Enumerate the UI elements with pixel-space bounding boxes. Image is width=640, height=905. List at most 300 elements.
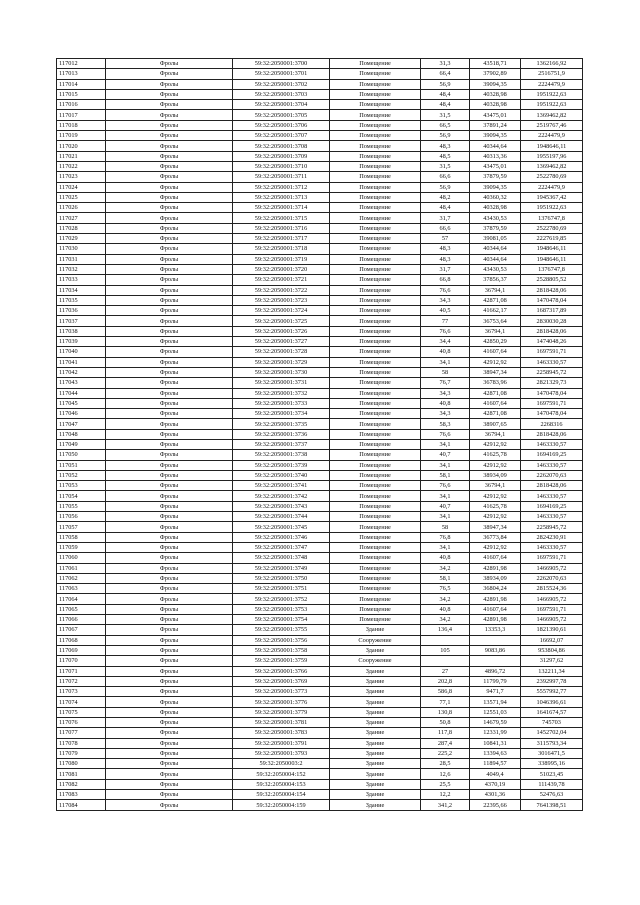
cadastral-number-cell: 59:32:2050001:3783 <box>233 728 330 738</box>
locality-cell: Фролы <box>106 604 233 614</box>
area-cell: 12,2 <box>421 790 470 800</box>
specific-value-cell: 11894,57 <box>470 759 521 769</box>
area-cell: 287,4 <box>421 738 470 748</box>
table-row <box>57 285 583 295</box>
area-cell: 56,9 <box>421 131 470 141</box>
row-number-cell: 117024 <box>57 182 106 192</box>
table-row <box>57 594 583 604</box>
locality-cell: Фролы <box>106 59 233 69</box>
cadastral-number-cell: 59:32:2050001:3755 <box>233 625 330 635</box>
row-number-cell: 117015 <box>57 89 106 99</box>
cadastral-value-cell: 1470478,04 <box>521 295 583 305</box>
cadastral-number-cell: 59:32:2050001:3726 <box>233 326 330 336</box>
cadastral-number-cell: 59:32:2050001:3738 <box>233 450 330 460</box>
table-row <box>57 326 583 336</box>
cadastral-value-cell: 1694169,25 <box>521 501 583 511</box>
specific-value-cell: 42871,08 <box>470 409 521 419</box>
cadastral-number-cell: 59:32:2050001:3720 <box>233 264 330 274</box>
object-type-cell: Помещение <box>330 439 421 449</box>
row-number-cell: 117059 <box>57 542 106 552</box>
cadastral-number-cell: 59:32:2050001:3716 <box>233 223 330 233</box>
locality-cell: Фролы <box>106 316 233 326</box>
area-cell: 34,3 <box>421 409 470 419</box>
area-cell: 66,4 <box>421 69 470 79</box>
area-cell: 31,7 <box>421 213 470 223</box>
specific-value-cell: 37856,37 <box>470 275 521 285</box>
specific-value-cell: 38934,09 <box>470 470 521 480</box>
table-row <box>57 563 583 573</box>
cadastral-number-cell: 59:32:2050001:3740 <box>233 470 330 480</box>
cadastral-value-cell: 132211,34 <box>521 666 583 676</box>
row-number-cell: 117048 <box>57 429 106 439</box>
specific-value-cell: 37879,59 <box>470 223 521 233</box>
locality-cell: Фролы <box>106 357 233 367</box>
specific-value-cell: 41625,78 <box>470 450 521 460</box>
row-number-cell: 117037 <box>57 316 106 326</box>
specific-value-cell: 40360,32 <box>470 192 521 202</box>
specific-value-cell: 39094,35 <box>470 79 521 89</box>
specific-value-cell: 36783,96 <box>470 378 521 388</box>
cadastral-value-cell: 2815524,36 <box>521 584 583 594</box>
object-type-cell: Помещение <box>330 203 421 213</box>
object-type-cell: Помещение <box>330 573 421 583</box>
cadastral-number-cell: 59:32:2050001:3736 <box>233 429 330 439</box>
row-number-cell: 117063 <box>57 584 106 594</box>
table-row <box>57 89 583 99</box>
locality-cell: Фролы <box>106 738 233 748</box>
specific-value-cell: 42912,92 <box>470 357 521 367</box>
cadastral-value-cell: 2258945,72 <box>521 367 583 377</box>
row-number-cell: 117035 <box>57 295 106 305</box>
specific-value-cell: 43430,53 <box>470 264 521 274</box>
cadastral-value-cell: 1687317,89 <box>521 306 583 316</box>
cadastral-value-cell: 1466905,72 <box>521 563 583 573</box>
object-type-cell: Помещение <box>330 604 421 614</box>
cadastral-value-cell: 1046396,61 <box>521 697 583 707</box>
row-number-cell: 117039 <box>57 337 106 347</box>
cadastral-value-cell: 2821329,73 <box>521 378 583 388</box>
cadastral-number-cell: 59:32:2050001:3793 <box>233 748 330 758</box>
cadastral-value-cell: 2262070,63 <box>521 470 583 480</box>
cadastral-number-cell: 59:32:2050001:3756 <box>233 635 330 645</box>
object-type-cell: Помещение <box>330 594 421 604</box>
area-cell: 34,1 <box>421 542 470 552</box>
cadastral-value-cell: 1463330,57 <box>521 512 583 522</box>
specific-value-cell: 40344,64 <box>470 141 521 151</box>
area-cell: 56,9 <box>421 79 470 89</box>
specific-value-cell: 36773,84 <box>470 532 521 542</box>
area-cell: 34,4 <box>421 337 470 347</box>
object-type-cell: Здание <box>330 645 421 655</box>
table-row <box>57 460 583 470</box>
object-type-cell: Помещение <box>330 285 421 295</box>
cadastral-number-cell: 59:32:2050001:3781 <box>233 718 330 728</box>
cadastral-number-cell: 59:32:2050001:3732 <box>233 388 330 398</box>
table-row <box>57 687 583 697</box>
cadastral-value-cell: 1948646,11 <box>521 141 583 151</box>
cadastral-value-cell: 2258945,72 <box>521 522 583 532</box>
area-cell: 48,4 <box>421 203 470 213</box>
table-row <box>57 367 583 377</box>
locality-cell: Фролы <box>106 522 233 532</box>
cadastral-number-cell: 59:32:2050001:3709 <box>233 151 330 161</box>
row-number-cell: 117036 <box>57 306 106 316</box>
area-cell: 76,6 <box>421 429 470 439</box>
object-type-cell: Помещение <box>330 450 421 460</box>
cadastral-number-cell: 59:32:2050001:3705 <box>233 110 330 120</box>
cadastral-number-cell: 59:32:2050001:3706 <box>233 120 330 130</box>
row-number-cell: 117032 <box>57 264 106 274</box>
specific-value-cell: 38907,65 <box>470 419 521 429</box>
specific-value-cell: 9471,7 <box>470 687 521 697</box>
object-type-cell: Помещение <box>330 470 421 480</box>
cadastral-value-cell: 2522780,69 <box>521 172 583 182</box>
cadastral-value-cell: 1463330,57 <box>521 460 583 470</box>
object-type-cell: Здание <box>330 697 421 707</box>
specific-value-cell: 42912,92 <box>470 439 521 449</box>
object-type-cell: Помещение <box>330 244 421 254</box>
cadastral-value-cell: 953804,86 <box>521 645 583 655</box>
table-row <box>57 151 583 161</box>
specific-value-cell: 40344,64 <box>470 254 521 264</box>
row-number-cell: 117082 <box>57 779 106 789</box>
cadastral-number-cell: 59:32:2050001:3753 <box>233 604 330 614</box>
cadastral-number-cell: 59:32:2050001:3779 <box>233 707 330 717</box>
object-type-cell: Помещение <box>330 481 421 491</box>
cadastral-value-cell: 1470478,04 <box>521 409 583 419</box>
area-cell: 225,2 <box>421 748 470 758</box>
table-row <box>57 450 583 460</box>
table-row <box>57 718 583 728</box>
locality-cell: Фролы <box>106 110 233 120</box>
cadastral-value-cell: 3016471,5 <box>521 748 583 758</box>
locality-cell: Фролы <box>106 161 233 171</box>
cadastral-value-cell: 51023,45 <box>521 769 583 779</box>
row-number-cell: 117028 <box>57 223 106 233</box>
specific-value-cell: 37902,89 <box>470 69 521 79</box>
area-cell: 136,4 <box>421 625 470 635</box>
table-row <box>57 234 583 244</box>
cadastral-number-cell: 59:32:2050001:3791 <box>233 738 330 748</box>
cadastral-value-cell: 1474048,26 <box>521 337 583 347</box>
cadastral-value-cell: 2392997,78 <box>521 676 583 686</box>
locality-cell: Фролы <box>106 131 233 141</box>
specific-value-cell: 36794,1 <box>470 326 521 336</box>
table-row <box>57 172 583 182</box>
locality-cell: Фролы <box>106 759 233 769</box>
object-type-cell: Помещение <box>330 337 421 347</box>
area-cell: 34,2 <box>421 594 470 604</box>
table-row <box>57 470 583 480</box>
locality-cell: Фролы <box>106 264 233 274</box>
table-row <box>57 161 583 171</box>
object-type-cell: Помещение <box>330 615 421 625</box>
locality-cell: Фролы <box>106 326 233 336</box>
specific-value-cell: 11799,79 <box>470 676 521 686</box>
cadastral-value-cell: 1376747,8 <box>521 213 583 223</box>
cadastral-value-cell: 2224479,9 <box>521 131 583 141</box>
object-type-cell: Помещение <box>330 110 421 120</box>
locality-cell: Фролы <box>106 203 233 213</box>
table-row <box>57 645 583 655</box>
area-cell: 31,7 <box>421 264 470 274</box>
object-type-cell: Помещение <box>330 501 421 511</box>
locality-cell: Фролы <box>106 182 233 192</box>
specific-value-cell: 40328,98 <box>470 203 521 213</box>
cadastral-value-cell: 1697591,71 <box>521 604 583 614</box>
table-row <box>57 625 583 635</box>
area-cell: 50,8 <box>421 718 470 728</box>
row-number-cell: 117071 <box>57 666 106 676</box>
row-number-cell: 117065 <box>57 604 106 614</box>
row-number-cell: 117070 <box>57 656 106 666</box>
locality-cell: Фролы <box>106 615 233 625</box>
object-type-cell: Сооружение <box>330 656 421 666</box>
specific-value-cell: 42891,98 <box>470 615 521 625</box>
locality-cell: Фролы <box>106 625 233 635</box>
cadastral-value-cell: 52476,63 <box>521 790 583 800</box>
cadastral-number-cell: 59:32:2050001:3710 <box>233 161 330 171</box>
specific-value-cell <box>470 635 521 645</box>
table-row <box>57 275 583 285</box>
area-cell: 66,8 <box>421 275 470 285</box>
table-row <box>57 439 583 449</box>
row-number-cell: 117023 <box>57 172 106 182</box>
table-row <box>57 666 583 676</box>
cadastral-value-cell: 2830030,28 <box>521 316 583 326</box>
table-row <box>57 481 583 491</box>
cadastral-number-cell: 59:32:2050001:3702 <box>233 79 330 89</box>
table-row <box>57 615 583 625</box>
specific-value-cell: 22395,66 <box>470 800 521 810</box>
row-number-cell: 117058 <box>57 532 106 542</box>
locality-cell: Фролы <box>106 594 233 604</box>
row-number-cell: 117052 <box>57 470 106 480</box>
table-row <box>57 512 583 522</box>
area-cell <box>421 635 470 645</box>
row-number-cell: 117031 <box>57 254 106 264</box>
row-number-cell: 117025 <box>57 192 106 202</box>
row-number-cell: 117054 <box>57 491 106 501</box>
area-cell: 58,3 <box>421 419 470 429</box>
locality-cell: Фролы <box>106 542 233 552</box>
area-cell: 40,7 <box>421 450 470 460</box>
area-cell: 341,2 <box>421 800 470 810</box>
table-row <box>57 182 583 192</box>
locality-cell: Фролы <box>106 213 233 223</box>
cadastral-number-cell: 59:32:2050001:3708 <box>233 141 330 151</box>
row-number-cell: 117013 <box>57 69 106 79</box>
cadastral-value-cell: 1362166,92 <box>521 59 583 69</box>
object-type-cell: Помещение <box>330 223 421 233</box>
cadastral-number-cell: 59:32:2050004:153 <box>233 779 330 789</box>
row-number-cell: 117019 <box>57 131 106 141</box>
locality-cell: Фролы <box>106 285 233 295</box>
object-type-cell: Помещение <box>330 275 421 285</box>
locality-cell: Фролы <box>106 79 233 89</box>
area-cell: 76,6 <box>421 285 470 295</box>
area-cell: 58,1 <box>421 573 470 583</box>
object-type-cell: Помещение <box>330 367 421 377</box>
cadastral-value-table <box>56 58 583 811</box>
cadastral-value-cell: 1948646,11 <box>521 254 583 264</box>
object-type-cell: Помещение <box>330 172 421 182</box>
specific-value-cell: 41625,78 <box>470 501 521 511</box>
cadastral-value-cell: 2818428,06 <box>521 285 583 295</box>
cadastral-number-cell: 59:32:2050001:3725 <box>233 316 330 326</box>
locality-cell: Фролы <box>106 347 233 357</box>
object-type-cell: Помещение <box>330 357 421 367</box>
specific-value-cell <box>470 656 521 666</box>
table-row <box>57 728 583 738</box>
cadastral-value-cell: 1470478,04 <box>521 388 583 398</box>
cadastral-number-cell: 59:32:2050001:3776 <box>233 697 330 707</box>
specific-value-cell: 43430,53 <box>470 213 521 223</box>
cadastral-value-cell: 1463330,57 <box>521 439 583 449</box>
cadastral-number-cell: 59:32:2050001:3723 <box>233 295 330 305</box>
locality-cell: Фролы <box>106 501 233 511</box>
cadastral-number-cell: 59:32:2050001:3719 <box>233 254 330 264</box>
row-number-cell: 117067 <box>57 625 106 635</box>
object-type-cell: Здание <box>330 687 421 697</box>
cadastral-number-cell: 59:32:2050001:3759 <box>233 656 330 666</box>
cadastral-number-cell: 59:32:2050004:152 <box>233 769 330 779</box>
row-number-cell: 117047 <box>57 419 106 429</box>
object-type-cell: Помещение <box>330 141 421 151</box>
object-type-cell: Помещение <box>330 161 421 171</box>
cadastral-number-cell: 59:32:2050001:3733 <box>233 398 330 408</box>
area-cell: 58 <box>421 367 470 377</box>
table-body <box>57 59 583 811</box>
locality-cell: Фролы <box>106 769 233 779</box>
cadastral-value-cell: 1463330,57 <box>521 542 583 552</box>
object-type-cell: Здание <box>330 800 421 810</box>
cadastral-value-cell: 1694169,25 <box>521 450 583 460</box>
locality-cell: Фролы <box>106 728 233 738</box>
locality-cell: Фролы <box>106 244 233 254</box>
specific-value-cell: 36794,1 <box>470 285 521 295</box>
specific-value-cell: 37879,59 <box>470 172 521 182</box>
cadastral-number-cell: 59:32:2050001:3718 <box>233 244 330 254</box>
row-number-cell: 117078 <box>57 738 106 748</box>
table-row <box>57 141 583 151</box>
row-number-cell: 117066 <box>57 615 106 625</box>
locality-cell: Фролы <box>106 481 233 491</box>
locality-cell: Фролы <box>106 141 233 151</box>
cadastral-number-cell: 59:32:2050001:3711 <box>233 172 330 182</box>
row-number-cell: 117080 <box>57 759 106 769</box>
area-cell: 34,1 <box>421 460 470 470</box>
cadastral-value-cell: 1697591,71 <box>521 398 583 408</box>
row-number-cell: 117046 <box>57 409 106 419</box>
cadastral-value-cell: 2522780,69 <box>521 223 583 233</box>
cadastral-value-cell: 2516751,9 <box>521 69 583 79</box>
locality-cell: Фролы <box>106 275 233 285</box>
object-type-cell: Помещение <box>330 192 421 202</box>
cadastral-value-cell: 1945367,42 <box>521 192 583 202</box>
row-number-cell: 117069 <box>57 645 106 655</box>
row-number-cell: 117018 <box>57 120 106 130</box>
table-row <box>57 254 583 264</box>
specific-value-cell: 14679,59 <box>470 718 521 728</box>
cadastral-number-cell: 59:32:2050001:3751 <box>233 584 330 594</box>
area-cell: 31,5 <box>421 110 470 120</box>
locality-cell: Фролы <box>106 687 233 697</box>
cadastral-value-cell: 1697591,71 <box>521 347 583 357</box>
locality-cell: Фролы <box>106 306 233 316</box>
locality-cell: Фролы <box>106 378 233 388</box>
area-cell: 48,4 <box>421 89 470 99</box>
cadastral-value-cell: 2818428,06 <box>521 481 583 491</box>
cadastral-number-cell: 59:32:2050004:154 <box>233 790 330 800</box>
row-number-cell: 117050 <box>57 450 106 460</box>
area-cell: 105 <box>421 645 470 655</box>
area-cell: 66,5 <box>421 120 470 130</box>
area-cell: 34,1 <box>421 439 470 449</box>
locality-cell: Фролы <box>106 337 233 347</box>
locality-cell: Фролы <box>106 532 233 542</box>
area-cell: 76,6 <box>421 326 470 336</box>
row-number-cell: 117016 <box>57 100 106 110</box>
cadastral-value-cell: 745703 <box>521 718 583 728</box>
object-type-cell: Здание <box>330 759 421 769</box>
cadastral-number-cell: 59:32:2050001:3735 <box>233 419 330 429</box>
row-number-cell: 117029 <box>57 234 106 244</box>
object-type-cell: Здание <box>330 748 421 758</box>
area-cell: 56,9 <box>421 182 470 192</box>
object-type-cell: Сооружение <box>330 635 421 645</box>
row-number-cell: 117017 <box>57 110 106 120</box>
specific-value-cell: 42891,98 <box>470 594 521 604</box>
object-type-cell: Помещение <box>330 542 421 552</box>
row-number-cell: 117079 <box>57 748 106 758</box>
area-cell: 27 <box>421 666 470 676</box>
specific-value-cell: 41607,64 <box>470 604 521 614</box>
locality-cell: Фролы <box>106 800 233 810</box>
cadastral-number-cell: 59:32:2050001:3721 <box>233 275 330 285</box>
table-row <box>57 573 583 583</box>
object-type-cell: Помещение <box>330 584 421 594</box>
area-cell: 76,5 <box>421 584 470 594</box>
cadastral-value-cell: 3115793,34 <box>521 738 583 748</box>
table-row <box>57 244 583 254</box>
object-type-cell: Помещение <box>330 388 421 398</box>
object-type-cell: Помещение <box>330 79 421 89</box>
area-cell: 12,6 <box>421 769 470 779</box>
object-type-cell: Здание <box>330 666 421 676</box>
specific-value-cell: 42850,29 <box>470 337 521 347</box>
document-page <box>56 58 582 811</box>
locality-cell: Фролы <box>106 460 233 470</box>
cadastral-number-cell: 59:32:2050001:3769 <box>233 676 330 686</box>
cadastral-value-cell: 2818428,06 <box>521 429 583 439</box>
cadastral-number-cell: 59:32:2050001:3746 <box>233 532 330 542</box>
locality-cell: Фролы <box>106 748 233 758</box>
object-type-cell: Помещение <box>330 532 421 542</box>
specific-value-cell: 42912,92 <box>470 491 521 501</box>
cadastral-number-cell: 59:32:2050001:3737 <box>233 439 330 449</box>
cadastral-value-cell: 1951922,63 <box>521 89 583 99</box>
cadastral-number-cell: 59:32:2050001:3739 <box>233 460 330 470</box>
table-row <box>57 59 583 69</box>
area-cell: 66,6 <box>421 223 470 233</box>
object-type-cell: Помещение <box>330 316 421 326</box>
table-row <box>57 635 583 645</box>
table-row <box>57 131 583 141</box>
object-type-cell: Помещение <box>330 306 421 316</box>
row-number-cell: 117084 <box>57 800 106 810</box>
cadastral-number-cell: 59:32:2050001:3773 <box>233 687 330 697</box>
